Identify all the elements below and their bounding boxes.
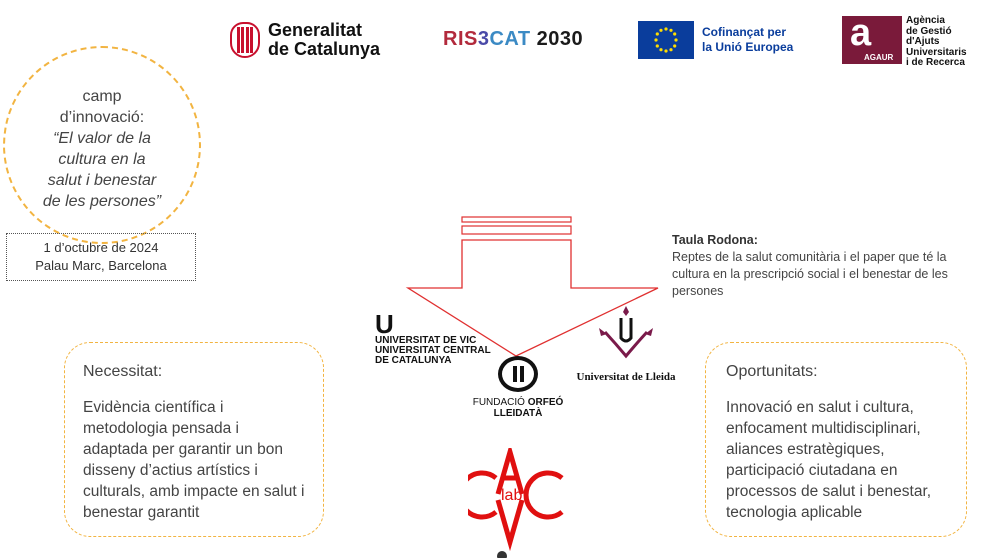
uvic-logo: U UNIVERSITAT DE VIC UNIVERSITAT CENTRAL DE CATALUNYA (375, 312, 505, 366)
event-title-line: cultura en la (58, 151, 146, 168)
agaur-mark-icon: a AGAUR (842, 16, 902, 64)
oportunitats-box (705, 342, 967, 537)
agaur-text: Agència de Gestió d'Ajuts Universitaris i de Recerca (906, 15, 967, 68)
orfeo-mark-icon (498, 356, 538, 392)
caclab-text: lab (501, 487, 523, 504)
taula-rodona (672, 232, 982, 300)
event-circle (3, 46, 201, 244)
necessitat-box (64, 342, 324, 537)
oportunitats-title: Oportunitats: (726, 363, 818, 380)
event-line2: d’innovació: (59, 109, 145, 126)
event-line1: camp (82, 88, 122, 105)
event-date-box (6, 233, 196, 281)
agaur-logo (842, 12, 992, 68)
eu-flag-icon (638, 21, 694, 59)
orfeo-text: FUNDACIÓ ORFEÓ LLEIDATÀ (472, 397, 564, 419)
udl-logo (576, 304, 676, 383)
event-date: 1 d’octubre de 2024 (43, 240, 159, 255)
caclab-logo (468, 448, 568, 558)
taula-title: Taula Rodona: (672, 233, 758, 247)
generalitat-text: Generalitat de Catalunya (268, 20, 381, 59)
necessitat-body: Evidència científica i metodologia pensada i adaptada per garantir un bon disseny d’actius artístics i culturals, amb impacte en salut i benestar garantit (83, 399, 305, 521)
event-title-line: de les persones” (42, 193, 162, 210)
event-title-line: salut i benestar (47, 172, 157, 189)
udl-name: Universitat de Lleida (576, 371, 676, 383)
oportunitats-body: Innovació en salut i cultura, enfocament multidisciplinari, aliances estratègiques, participació ciutadana en processos de salut i benestar, tecnologia aplicable (726, 399, 932, 521)
event-place: Palau Marc, Barcelona (35, 258, 167, 273)
eu-text: Cofinançat per la Unió Europea (702, 25, 794, 54)
necessitat-title: Necessitat: (83, 363, 163, 380)
eu-logo (638, 20, 818, 60)
ris3cat-logo: RIS3CAT 2030 (443, 28, 584, 50)
uvic-mark: U (375, 309, 394, 339)
orfeo-logo (458, 356, 578, 419)
taula-text: Reptes de la salut comunitària i el paper que té la cultura en la prescripció social i el benestar de les persones (672, 250, 948, 298)
generalitat-emblem-icon (230, 22, 260, 58)
event-title-line: “El valor de la (53, 130, 151, 147)
generalitat-logo (230, 18, 390, 62)
udl-emblem-icon (591, 304, 661, 362)
